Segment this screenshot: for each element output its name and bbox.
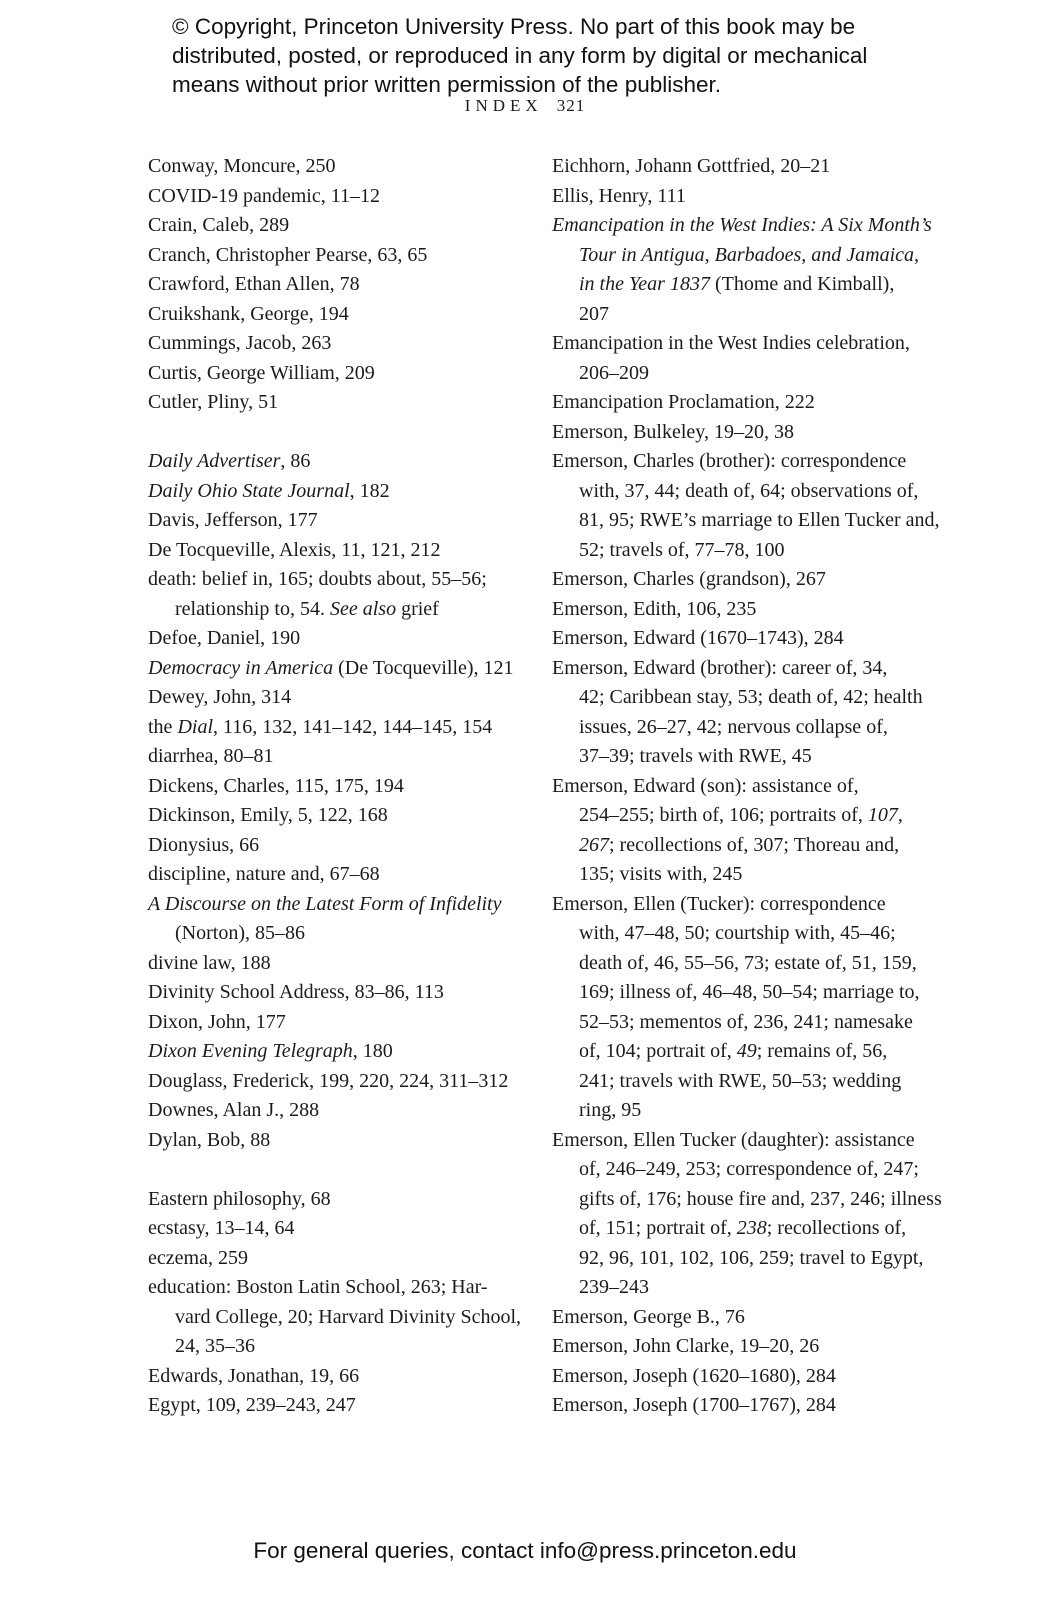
index-entry-line xyxy=(148,1362,546,1392)
index-entry-line xyxy=(148,536,546,566)
entry-text: Crain, Caleb, 289 xyxy=(148,214,290,236)
entry-text: grief xyxy=(396,597,439,620)
index-entry-line xyxy=(148,329,546,359)
entry-text: Cruikshank, George, 194 xyxy=(148,302,349,325)
index-entry-line xyxy=(552,536,956,566)
entry-text-italic: Dial xyxy=(177,715,213,738)
entry-text: Cummings, Jacob, 263 xyxy=(148,332,332,354)
entry-text: Egypt, 109, 239–243, 247 xyxy=(148,1394,356,1416)
index-entry-line xyxy=(148,565,546,595)
index-entry-line xyxy=(552,1155,956,1185)
entry-text-italic: in the Year 1837 xyxy=(579,273,710,295)
entry-text: , 180 xyxy=(352,1040,393,1062)
entry-text: 135; visits with, 245 xyxy=(579,863,743,885)
entry-text: of, 151; portrait of, xyxy=(579,1217,737,1239)
index-entry-line xyxy=(148,1008,546,1038)
entry-text: Cutler, Pliny, 51 xyxy=(148,391,279,413)
copyright-notice xyxy=(172,12,867,99)
index-entry-line xyxy=(148,506,546,536)
entry-text: Downes, Alan J., 288 xyxy=(148,1099,320,1121)
index-entry-line xyxy=(148,1391,546,1421)
index-entry-line xyxy=(552,152,956,182)
entry-text: the xyxy=(148,715,178,738)
index-entry-line xyxy=(148,978,546,1008)
entry-text-italic: Daily Ohio State Journal xyxy=(148,479,350,502)
index-entry-line xyxy=(148,831,546,861)
index-entry-line xyxy=(148,1126,546,1156)
entry-text: Emerson, Ellen Tucker (daughter): assistance xyxy=(552,1128,915,1151)
index-entry-line xyxy=(148,1303,546,1333)
entry-text-italic: Tour in Antigua, Barbadoes, and Jamaica, xyxy=(579,243,920,266)
index-entry-line xyxy=(148,359,546,389)
index-entry-line xyxy=(148,860,546,890)
entry-text: ; remains of, 56, xyxy=(756,1040,888,1062)
index-entry-line xyxy=(552,1126,956,1156)
entry-text: vard College, 20; Harvard Divinity School, xyxy=(175,1305,522,1328)
index-entry-line xyxy=(148,654,546,684)
entry-text: Dionysius, 66 xyxy=(148,833,260,856)
index-entry-line xyxy=(552,359,956,389)
index-entry-line xyxy=(552,890,956,920)
entry-text: Emancipation Proclamation, 222 xyxy=(552,391,815,413)
index-entry-line xyxy=(148,211,546,241)
index-entry-line xyxy=(148,624,546,654)
index-left-column xyxy=(148,152,546,1421)
entry-text: , 86 xyxy=(280,450,311,472)
entry-text: Emerson, Joseph (1620–1680), 284 xyxy=(552,1364,836,1387)
entry-text-italic: A Discourse on the Latest Form of Infidelity xyxy=(148,892,502,915)
entry-text: Emerson, John Clarke, 19–20, 26 xyxy=(552,1335,820,1357)
index-entry-line xyxy=(552,1185,956,1215)
entry-text: Emerson, Joseph (1700–1767), 284 xyxy=(552,1394,836,1416)
entry-text: Emerson, Edith, 106, 235 xyxy=(552,597,757,620)
entry-text: 52; travels of, 77–78, 100 xyxy=(579,538,785,561)
entry-text: death: belief in, 165; doubts about, 55–56; xyxy=(148,568,487,590)
entry-text: diarrhea, 80–81 xyxy=(148,745,274,767)
index-entry-line xyxy=(552,477,956,507)
entry-text: 92, 96, 101, 102, 106, 259; travel to Egypt, xyxy=(579,1246,924,1269)
index-entry-line xyxy=(148,1332,546,1362)
index-entry-line xyxy=(148,1067,546,1097)
index-entry-line xyxy=(148,1037,546,1067)
entry-text: Curtis, George William, 209 xyxy=(148,361,375,384)
entry-text: 241; travels with RWE, 50–53; wedding xyxy=(579,1069,902,1092)
entry-text: Davis, Jefferson, 177 xyxy=(148,509,318,531)
entry-text: ; recollections of, xyxy=(766,1217,907,1239)
entry-text: 52–53; mementos of, 236, 241; namesake xyxy=(579,1010,913,1033)
copyright-line-2: distributed, posted, or reproduced in any form by digital or mechanical xyxy=(172,43,868,68)
page-header xyxy=(0,96,1050,116)
entry-text: , 116, 132, 141–142, 144–145, 154 xyxy=(213,715,493,738)
index-entry-line xyxy=(148,300,546,330)
entry-text: Conway, Moncure, 250 xyxy=(148,155,336,177)
entry-text: Emerson, Bulkeley, 19–20, 38 xyxy=(552,420,795,443)
entry-text: with, 47–48, 50; courtship with, 45–46; xyxy=(579,922,896,944)
index-entry-line xyxy=(552,329,956,359)
entry-text-italic: 49 xyxy=(736,1040,757,1062)
index-entry-line xyxy=(552,1391,956,1421)
entry-text: (Norton), 85–86 xyxy=(175,922,305,944)
index-entry-line xyxy=(552,713,956,743)
index-entry-line xyxy=(148,241,546,271)
entry-text: 42; Caribbean stay, 53; death of, 42; health xyxy=(579,686,923,708)
entry-text: issues, 26–27, 42; nervous collapse of, xyxy=(579,715,888,738)
entry-text: Dickens, Charles, 115, 175, 194 xyxy=(148,774,404,797)
index-entry-line xyxy=(148,388,546,418)
entry-text-italic: See also xyxy=(329,597,397,620)
entry-text: De Tocqueville, Alexis, 11, 121, 212 xyxy=(148,538,441,561)
page-number: 321 xyxy=(556,96,586,115)
entry-text: 207 xyxy=(579,302,609,325)
index-entry-line xyxy=(148,742,546,772)
index-entry-line xyxy=(552,654,956,684)
index-entry-line xyxy=(552,1244,956,1274)
entry-text: 37–39; travels with RWE, 45 xyxy=(579,745,812,767)
entry-text: divine law, 188 xyxy=(148,951,271,974)
entry-text: Dixon, John, 177 xyxy=(148,1010,286,1033)
entry-text: of, 104; portrait of, xyxy=(579,1040,737,1062)
entry-text-italic: Democracy in America xyxy=(148,656,334,679)
index-entry-line xyxy=(552,860,956,890)
index-entry-line xyxy=(148,713,546,743)
index-entry-line xyxy=(552,565,956,595)
index-entry-line xyxy=(552,447,956,477)
copyright-line-3: means without prior written permission of the publisher. xyxy=(172,72,722,97)
entry-text: Emerson, George B., 76 xyxy=(552,1305,745,1328)
index-entry-line xyxy=(148,1244,546,1274)
index-entry-line xyxy=(148,949,546,979)
index-entry-line xyxy=(552,388,956,418)
entry-text: Emerson, Edward (1670–1743), 284 xyxy=(552,627,844,649)
entry-text: gifts of, 176; house fire and, 237, 246; illness xyxy=(579,1187,942,1210)
entry-text: of, 246–249, 253; correspondence of, 247; xyxy=(579,1158,919,1180)
index-entry-line xyxy=(148,447,546,477)
index-entry-line xyxy=(552,683,956,713)
entry-text-italic: 267 xyxy=(579,833,609,856)
index-entry-line xyxy=(552,1214,956,1244)
index-entry-line xyxy=(148,595,546,625)
index-right-column xyxy=(552,152,956,1421)
index-entry-line xyxy=(552,1362,956,1392)
index-entry-line xyxy=(552,949,956,979)
entry-text-italic: Daily Advertiser xyxy=(148,450,281,472)
entry-text: relationship to, 54. xyxy=(175,597,330,620)
entry-text: Ellis, Henry, 111 xyxy=(552,184,686,207)
index-entry-line xyxy=(148,801,546,831)
entry-text: (De Tocqueville), 121 xyxy=(333,656,514,679)
entry-text: education: Boston Latin School, 263; Har- xyxy=(148,1276,488,1298)
footer-contact: For general queries, contact info@press.princeton.edu xyxy=(253,1538,797,1563)
entry-text: discipline, nature and, 67–68 xyxy=(148,863,380,885)
entry-text-italic: 107, xyxy=(867,804,903,826)
entry-text: ecstasy, 13–14, 64 xyxy=(148,1217,295,1239)
entry-text: Dickinson, Emily, 5, 122, 168 xyxy=(148,804,388,826)
entry-text: Douglass, Frederick, 199, 220, 224, 311–312 xyxy=(148,1069,509,1092)
entry-text: ; recollections of, 307; Thoreau and, xyxy=(609,833,900,856)
index-entry-line xyxy=(552,1067,956,1097)
index-entry-line xyxy=(552,418,956,448)
entry-text-italic: Emancipation in the West Indies: A Six Month’s xyxy=(552,214,932,236)
index-entry-line xyxy=(148,772,546,802)
index-entry-line xyxy=(552,801,956,831)
entry-text: Emerson, Ellen (Tucker): correspondence xyxy=(552,892,886,915)
index-entry-line xyxy=(148,1096,546,1126)
entry-text: Dylan, Bob, 88 xyxy=(148,1128,271,1151)
index-entry-line xyxy=(552,211,956,241)
entry-text: Eichhorn, Johann Gottfried, 20–21 xyxy=(552,155,831,177)
index-entry-line xyxy=(552,270,956,300)
entry-text-italic: Dixon Evening Telegraph xyxy=(148,1040,353,1062)
entry-text: with, 37, 44; death of, 64; observations of, xyxy=(579,479,919,502)
index-entry-line xyxy=(552,772,956,802)
index-entry-line xyxy=(148,890,546,920)
entry-text: 169; illness of, 46–48, 50–54; marriage to, xyxy=(579,981,920,1003)
entry-text-italic: 238 xyxy=(736,1217,767,1239)
index-heading: INDEX xyxy=(464,96,543,115)
entry-text: Emerson, Charles (grandson), 267 xyxy=(552,568,826,590)
entry-text: 239–243 xyxy=(579,1276,649,1298)
index-entry-line xyxy=(148,919,546,949)
entry-text: 254–255; birth of, 106; portraits of, xyxy=(579,804,868,826)
entry-text: 24, 35–36 xyxy=(175,1335,255,1357)
index-entry-line xyxy=(552,1037,956,1067)
index-entry-line xyxy=(552,595,956,625)
index-entry-line xyxy=(552,919,956,949)
entry-text: Crawford, Ethan Allen, 78 xyxy=(148,273,360,295)
entry-text: ring, 95 xyxy=(579,1099,642,1121)
entry-text: Cranch, Christopher Pearse, 63, 65 xyxy=(148,243,428,266)
index-entry-line xyxy=(148,270,546,300)
entry-text: 81, 95; RWE’s marriage to Ellen Tucker and, xyxy=(579,509,940,531)
entry-text: COVID-19 pandemic, 11–12 xyxy=(148,184,380,207)
index-entry-line xyxy=(552,1096,956,1126)
entry-text: Emerson, Edward (brother): career of, 34, xyxy=(552,656,888,679)
index-entry-line xyxy=(552,831,956,861)
entry-text: Emerson, Charles (brother): correspondence xyxy=(552,450,907,472)
entry-text: death of, 46, 55–56, 73; estate of, 51, 159, xyxy=(579,951,917,974)
index-entry-line xyxy=(148,1185,546,1215)
entry-text: eczema, 259 xyxy=(148,1246,248,1269)
index-entry-line xyxy=(552,742,956,772)
index-entry-line xyxy=(148,683,546,713)
index-entry-line xyxy=(148,152,546,182)
index-entry-line xyxy=(148,1214,546,1244)
index-entry-line xyxy=(552,506,956,536)
entry-text: Emerson, Edward (son): assistance of, xyxy=(552,774,859,797)
copyright-line-1: © Copyright, Princeton University Press. No part of this book may be xyxy=(172,14,856,39)
index-entry-line xyxy=(552,300,956,330)
entry-group-gap xyxy=(148,418,546,448)
index-entry-line xyxy=(148,477,546,507)
entry-text: Eastern philosophy, 68 xyxy=(148,1187,331,1210)
index-entry-line xyxy=(552,1273,956,1303)
entry-text: (Thome and Kimball), xyxy=(709,273,895,295)
index-entry-line xyxy=(552,624,956,654)
index-entry-line xyxy=(552,1008,956,1038)
index-entry-line xyxy=(552,978,956,1008)
entry-group-gap xyxy=(148,1155,546,1185)
entry-text: , 182 xyxy=(349,479,390,502)
entry-text: Edwards, Jonathan, 19, 66 xyxy=(148,1364,360,1387)
entry-text: Emancipation in the West Indies celebration, xyxy=(552,332,910,354)
entry-text: Divinity School Address, 83–86, 113 xyxy=(148,981,444,1003)
index-entry-line xyxy=(552,1303,956,1333)
index-entry-line xyxy=(148,1273,546,1303)
index-entry-line xyxy=(552,241,956,271)
entry-text: 206–209 xyxy=(579,361,649,384)
entry-text: Defoe, Daniel, 190 xyxy=(148,627,301,649)
index-entry-line xyxy=(552,1332,956,1362)
index-entry-line xyxy=(552,182,956,212)
entry-text: Dewey, John, 314 xyxy=(148,686,292,708)
index-entry-line xyxy=(148,182,546,212)
